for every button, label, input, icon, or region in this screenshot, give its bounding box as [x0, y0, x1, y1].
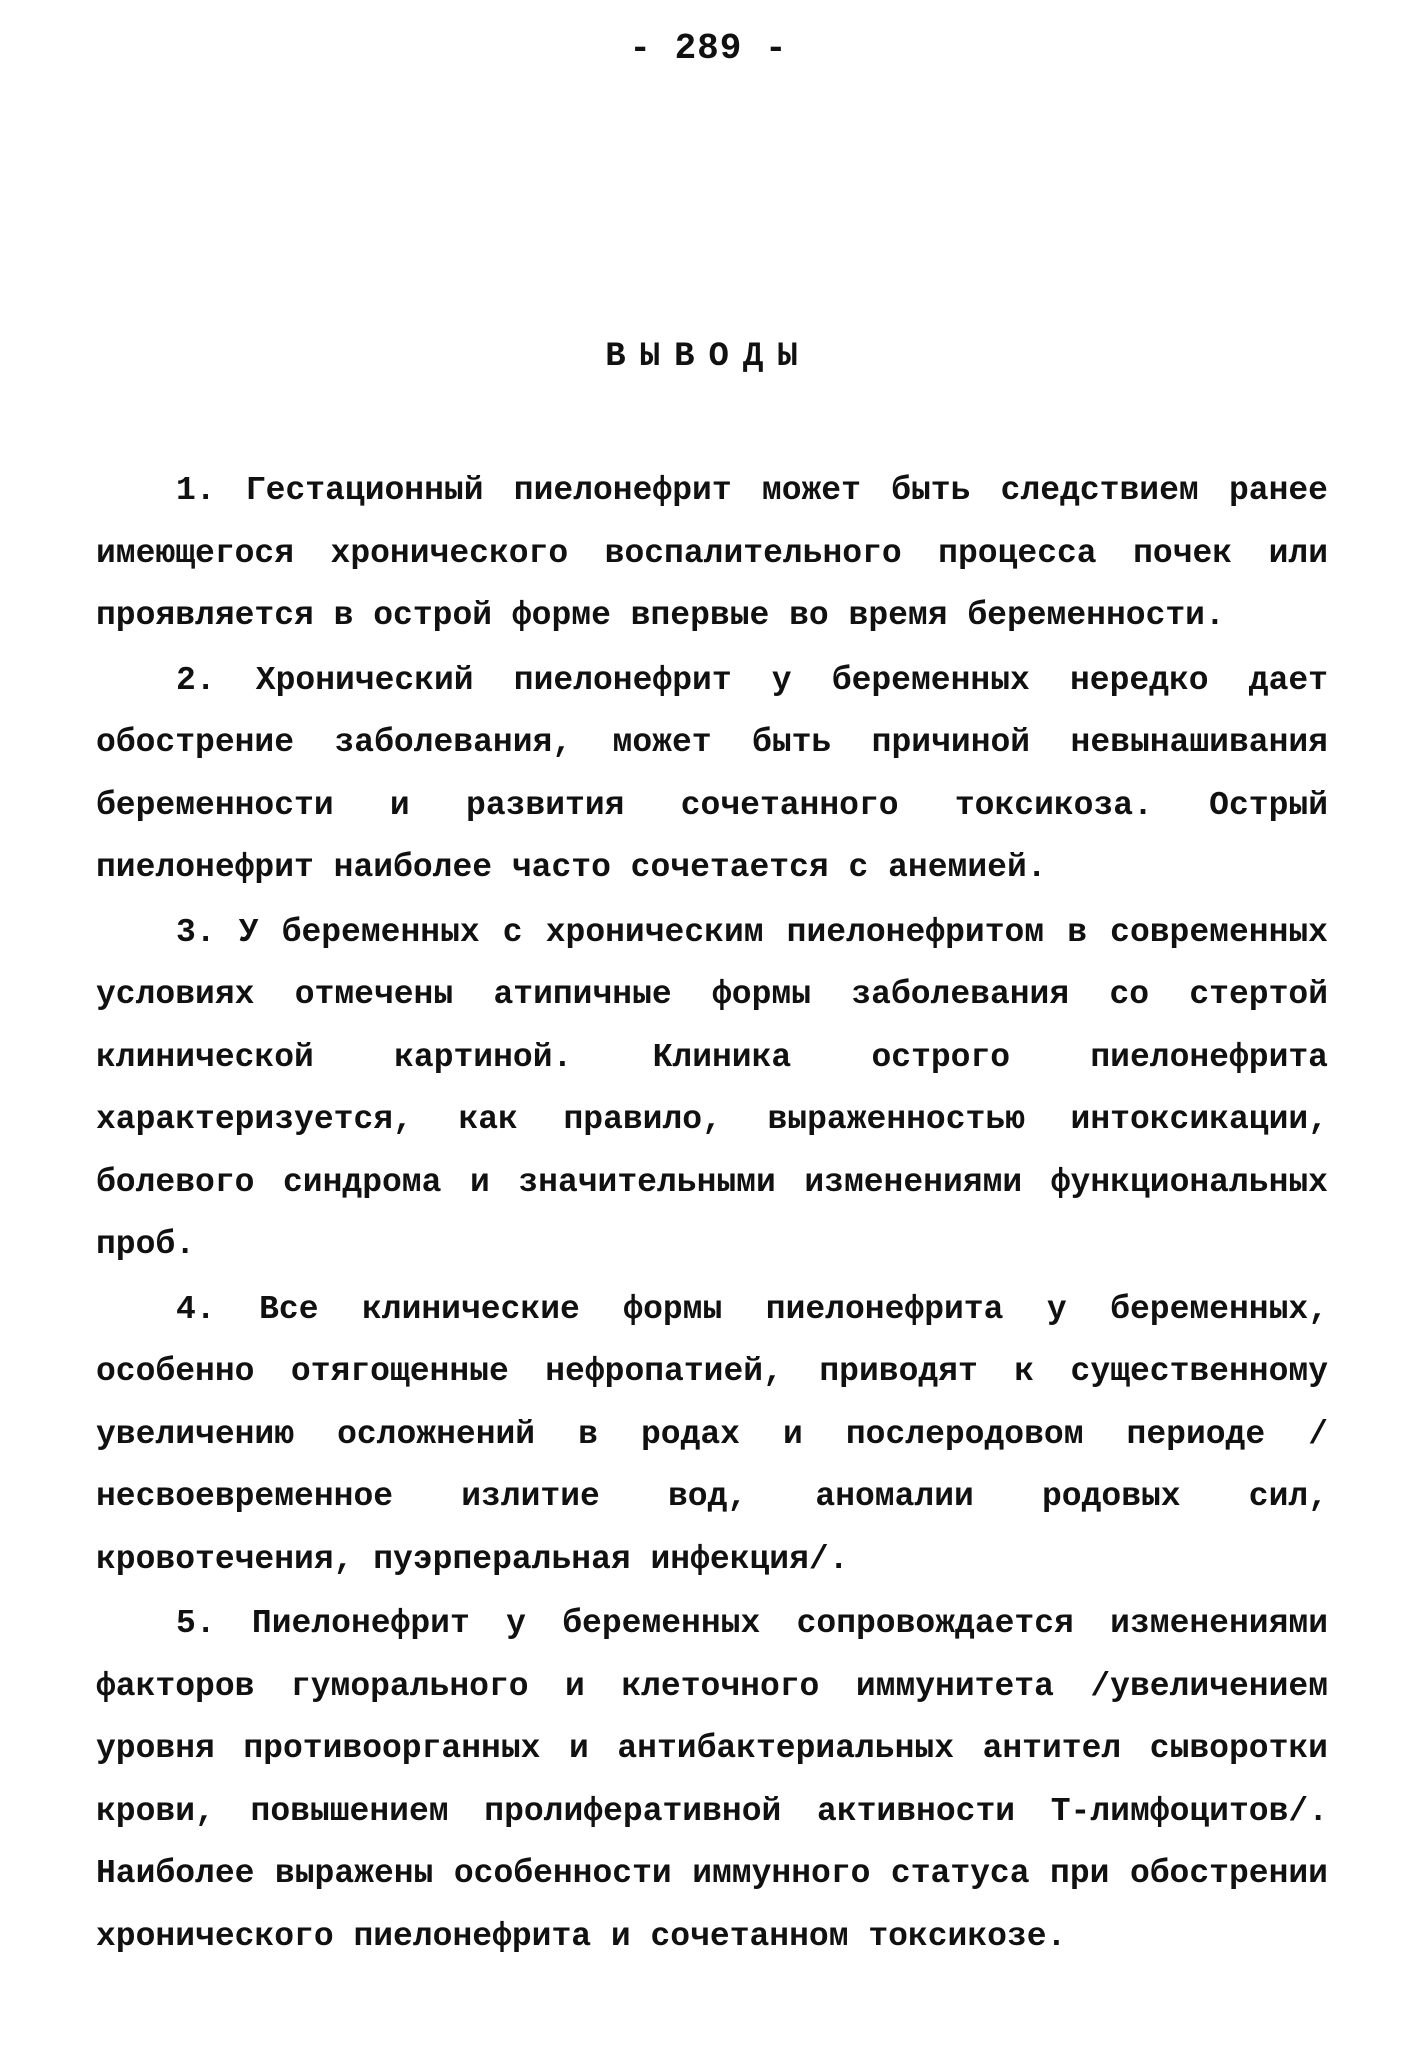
conclusion-item-2: 2. Хронический пиелонефрит у беременных нередко дает обострение заболевания, может быть причиной невынашивания беременности и развития сочетанного токсикоза. Острый пиелонефрит наиболее часто сочетается с анемией. — [96, 661, 1328, 886]
page-number: - 289 - — [629, 28, 788, 69]
conclusion-item-3: 3. У беременных с хроническим пиелонефритом в современных условиях отмечены атипичные формы заболевания со стертой клинической картиной. Клиника острого пиелонефрита характеризуется, как правило, выраженностью интоксикации, болевого синдрома и значительными изменениями функциональных проб. — [96, 913, 1328, 1263]
conclusions-list — [96, 460, 1328, 1970]
conclusion-item-1: 1. Гестационный пиелонефрит может быть следствием ранее имеющегося хронического воспалительного процесса почек или проявляется в острой форме впервые во время беременности. — [96, 472, 1328, 634]
page-title: ВЫВОДЫ — [605, 338, 812, 376]
conclusion-item-5: 5. Пиелонефрит у беременных сопровождается изменениями факторов гуморального и клеточного иммунитета /увеличением уровня противоорганных и антибактериальных антител сыворотки крови, повышением пролиферативной активности Т-лимфоцитов/. Наиболее выражены особенности иммунного статуса при обострении хронического пиелонефрита и сочетанном токсикозе. — [96, 1605, 1328, 1955]
conclusion-item-4: 4. Все клинические формы пиелонефрита у беременных, особенно отягощенные нефропатией, приводят к существенному увеличению осложнений в родах и послеродовом периоде /несвоевременное излитие вод, аномалии родовых сил, кровотечения, пуэрперальная инфекция/. — [96, 1290, 1328, 1578]
